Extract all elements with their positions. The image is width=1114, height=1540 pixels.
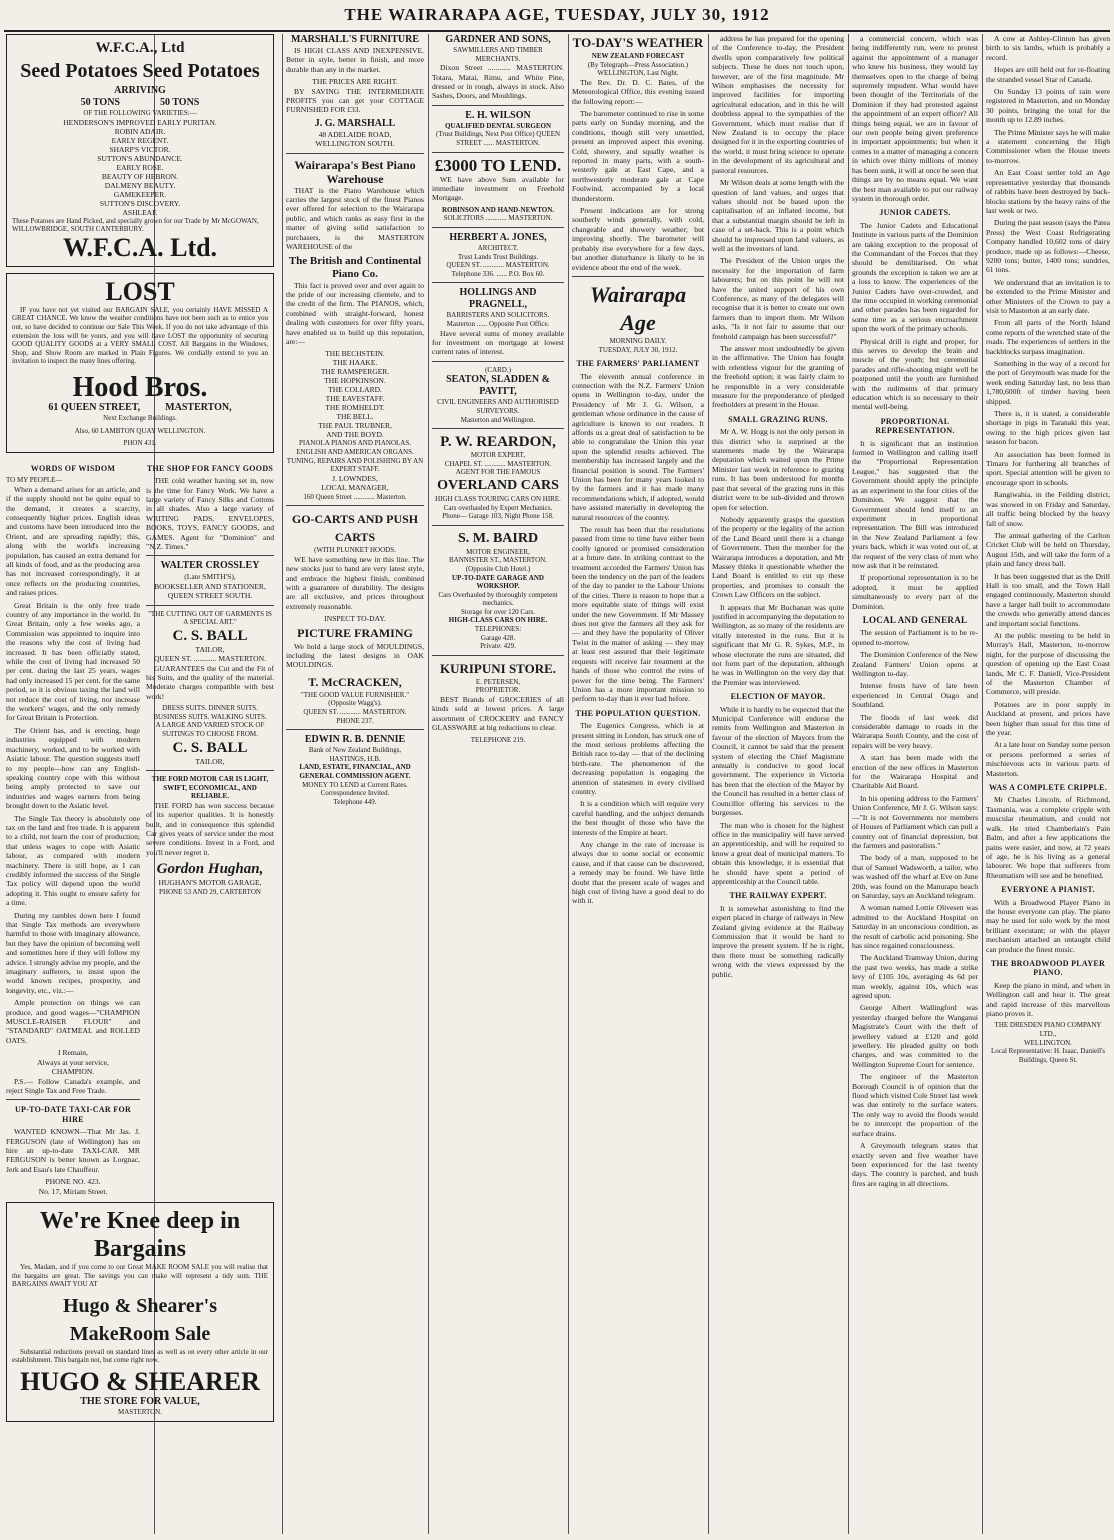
lend-head: £3000 TO LEND. <box>434 155 562 175</box>
knee-footer3: MASTERTON. <box>118 1407 162 1416</box>
grazing-para: It appears that Mr Buchanan was quite justified in accompanying the deputation to Wellington, as so many of the residents are vitally interested in the runs. But it is significant that Mr G. R. Sykes, M.P., in whose electorate the runs are situated, did not form part of the deputation, although he was in Wellington on the very day that the Premier was interviewed. <box>712 602 844 687</box>
baird-hire: HIGH-CLASS CARS ON HIRE. <box>448 616 548 625</box>
lost-title: LOST <box>105 276 175 306</box>
dresden-rep: Local Representative: H. Isaac, Daniell's Buildings, Queen St. <box>991 1047 1105 1064</box>
piano-brand: THE EAVESTAFF. <box>325 394 385 404</box>
election-para: While it is hardly to be expected that the Municipal Conference will endorse the remits from Wellington and Masterton in favour of the election of Mayors from the Council, it cannot be said that the present system of electing the Chief Magistrate annually is conducive to good local government. The experience in Victoria has been that the election of the Mayor by the Council has resulted in a better class of Councillor offering his services to the burgesses. <box>712 704 844 818</box>
divider <box>432 428 564 429</box>
wilson-addr: (Trust Buildings, Next Post Office) QUEEN STREET ...... MASTERTON. <box>435 130 561 147</box>
knee-title: We're Knee deep in Bargains <box>39 1207 241 1262</box>
local-para: The floods of last week did considerable damage to roads in the Wairarapa South County, and the cost of repairs will be very heavy. <box>852 712 978 750</box>
knee-deep-advert <box>6 1202 274 1422</box>
hollings-text: Have several sums of money available for investment on mortgage at lowest current rates of interest. <box>432 328 564 357</box>
masthead <box>0 0 1114 30</box>
divider <box>432 655 564 656</box>
marshall-prices: THE PRICES ARE RIGHT. <box>312 77 398 87</box>
words-sign: I Remain, <box>58 1048 88 1058</box>
news-para: We understand that an invitation is to be extended to the Prime Minister and other Ministers of the Crown to pay a visit to Masterton at an early date. <box>986 277 1110 315</box>
card: (CARD.) <box>485 365 511 374</box>
population-para: The Eugenics Congress, which is at present sitting in London, has struck one of the most serious problems affecting the British race to-day — that of the declining birth-rate. The phenomenon of the decreasing population is engaging the attention of statesmen in every civilised country. <box>572 721 704 796</box>
piano-co: The British and Continental Piano Co. <box>288 254 422 280</box>
forecast-by: (By Telegraph—Press Association.) <box>587 60 689 69</box>
variety: ASHLEAF. <box>122 207 158 217</box>
knee-sale: MakeRoom Sale <box>69 1322 211 1345</box>
ball-name-repeat: C. S. BALL <box>172 739 248 756</box>
petersen-role: PROPRIETOR. <box>475 686 521 695</box>
baird-storage: Storage for over 120 Cars. <box>460 607 536 616</box>
piano-brand: THE HOPKINSON. <box>324 376 386 386</box>
piano-brand: AND THE BOYD. <box>326 430 384 440</box>
piano-head: Wairarapa's Best Piano Warehouse <box>294 157 416 186</box>
wfca-advert <box>6 34 274 267</box>
piano-brand: THE BELL. <box>336 412 374 422</box>
ford-phone: PHONE 53 AND 29, CARTERTON <box>159 887 261 896</box>
jones-addr: Trust Lands Trust Buildings. <box>457 252 539 261</box>
piano-pianola: PIANOLA PIANOS AND PIANOLAS. <box>298 439 411 448</box>
prop-para: If proportional representation is to be adopted, it must be applied simultaneously to every part of the Dominion. <box>852 573 978 611</box>
baird-title: MOTOR ENGINEER, <box>466 547 530 556</box>
jones-tel: Telephone 336. ...... P.O. Box 60. <box>451 269 545 278</box>
grazing-para: Mr A. W. Hogg is not the only person in this district who is surprised at the statements made by the Wairarapa deputation which waited upon the Prime Minister last week in reference to grazing runs. It has been understood for months past that several of the grazing runs in this district were to be sub-divided and thrown open for selection. <box>712 427 844 512</box>
kuripuni-store: KURIPUNI STORE. <box>439 660 557 676</box>
piano-mgr2: LOCAL MANAGER, <box>321 483 389 493</box>
edwin-tel: Telephone 449. <box>333 797 377 806</box>
age-sub: MORNING DAILY. <box>609 336 667 345</box>
taxi-phone: PHONE NO. 423. <box>45 1177 101 1187</box>
col1-right-ads <box>146 459 274 1196</box>
ford-garage: HUGHAN'S MOTOR GARAGE, <box>158 878 262 888</box>
piano-brand: THE HAAKE. <box>332 358 378 368</box>
hollings-addr: Masterton ...... Opposite Post Office. <box>446 319 550 328</box>
jones-name: HERBERT A. JONES, <box>449 232 547 243</box>
petersen-phone: TELEPHONE 219. <box>470 735 526 744</box>
baird-garage-tel: Garage 428. <box>480 633 516 642</box>
fancy-text: THE cold weather having set in, now is the time for Fancy Work. We have a large variety of Fancy Silks and Cottons in all shades. Also a large variety of WRITING PADS, ENVELOPES, BOOKS, TOYS, FANCY GOODS, and GAMES. Agent for "Dominion" and "N.Z. Times." <box>146 476 274 551</box>
news-para: There is, it is stated, a considerable shortage in pigs in Taranaki this year, owing to the high prices given last season for bacon. <box>986 409 1110 447</box>
divider <box>572 276 704 277</box>
news-para: From all parts of the North Island come reports of the wretched state of the roads. The experiences of settlers in the backblocks surpass imagination. <box>986 318 1110 356</box>
words-head: WORDS OF WISDOM <box>30 463 116 473</box>
local-para: A Greymouth telegram states that exactly seven and five weather have been experienced for the last twenty days. The country is parched, and bush fires are raging in all directions. <box>852 1141 978 1188</box>
forecast-para: The Rev. Dr. D. C. Bates, of the Meteorological Office, this evening issued the following report:— <box>572 77 704 106</box>
gardner-head: GARDNER AND SONS, <box>445 34 551 45</box>
mccracken-slogan: "THE GOOD VALUE FURNISHER." <box>300 690 410 699</box>
divider <box>432 525 564 526</box>
piano-mgr: J. LOWNDES, <box>332 473 378 483</box>
words-para: When a demand arises for an article, and if the supply should not be quite equal to the demand, it creates a scarcity, consequently higher prices. English ideas and customs have been introduced into the Orient, and are spreading rapidly; this, along with the world's increasing population, has caused an extra demand for all kinds of food, and as the producing area has not increased correspondingly, it at once reflects on the producing countries, and raises prices. <box>6 484 140 598</box>
hood-phone: PHON 431. <box>123 439 157 448</box>
knee-hugo: Hugo & Shearer's <box>62 1294 218 1317</box>
wfca-arriving: ARRIVING <box>114 85 166 96</box>
column-1 <box>6 34 274 1534</box>
petersen-text: BEST Brands of GROCERIES of all kinds sold at lowest prices. A large assortment of CROCKERY and FANCY GLASSWARE at big reductions to clear. <box>432 695 564 733</box>
local-para: Intense frosts have of late been experienced in Central Otago and Southland. <box>852 681 978 710</box>
forecast-para: The barometer continued to rise in some parts early on Sunday morning, and the conditions, though still very unsettled, present an improved aspect this evening. Cold, showery, and squally weather is reported in many parts, with a south-westerly gale at East Cape, and a northwesterly moderate gale at Cape Foulwind, accompanied by a local thunderstorm. <box>572 109 704 203</box>
variety: SUTTON'S DISCOVERY. <box>99 198 181 208</box>
words-sub: TO MY PEOPLE— <box>6 476 63 485</box>
words-para: Great Britain is the only free trade country of any importance in the world. In Great Britain, only a few weeks ago, a Commission was appointed to inquire into the reasons why the cost of living had increased. It has been officially stated, while the cost of living had increased 50 per cent. during the last 25 years, wages had only increased 15 per cent. for the same period, so it is obvious taxing the land will not reduce the cost of living, nor increase the workers' wages, and the only remedy for Great Britain is Protection. <box>6 600 140 723</box>
pw-addr: CHAPEL ST. ............ MASTERTON. <box>444 459 552 468</box>
variety: DALMENY BEAUTY. <box>104 180 176 190</box>
news-para: It has been suggested that as the Drill Hall is too small, and the Town Hall engaged continuously, Masterton should have a larger hall built to accommodate the crowds who generally attend dances and important social functions. <box>986 571 1110 628</box>
local-para: In his opening address to the Farmers' Union Conference, Mr J. G. Wilson says:—"It is not Governments nor members of Houses of Parliament which can pull a country out of financial depression, but the farmers and pastoralists." <box>852 793 978 850</box>
mccracken-addr: QUEEN ST. ............ MASTERTON. <box>303 707 407 716</box>
col1-split <box>6 459 274 1196</box>
edwin-role: LAND, ESTATE, FINANCIAL, AND GENERAL COMMISSION AGENT. <box>299 763 411 780</box>
ball-text: GUARANTEES the Cut and the Fit of his Suits, and the quality of the material. Moderate charges compatible with best work! <box>146 663 274 701</box>
column-6 <box>852 34 978 1534</box>
article-para: a commercial concern, which was being indifferently run, were to protest against the appointment of a manager who knew his business, they would lay themselves open to the charge of being supremely impudent. What would have been thought of the Territorials of the Dominion if they had protested against the appointment of an expert officer? All things being equal, we are in favour of our own people being given preference in important appointments; but when it comes to a matter of managing a concern in which over thirty millions of money has been sunk, it will at once be seen that things are by no means equal. We want the best man available to put our railway system in thorough order. <box>852 34 978 203</box>
population-para: Any change in the rate of increase is always due to some social or economic cause, and if that cause can be discovered, a remedy may be found. We have little doubt that the present scale of wages and high cost of living have a good deal to do with it. <box>572 840 704 906</box>
wilson-title: QUALIFIED DENTAL SURGEON <box>444 121 552 130</box>
baird-garage: UP-TO-DATE GARAGE AND WORKSHOP. <box>452 573 544 591</box>
column-2 <box>286 34 424 1534</box>
pw-title: MOTOR EXPERT, <box>470 451 526 460</box>
marshall-text: IS HIGH CLASS AND INEXPENSIVE. Better in style, better in finish, and more durable than any in the market. <box>286 46 424 74</box>
overland-hire: HIGH CLASS TOURING CARS ON HIRE. <box>435 494 561 503</box>
dresden-town: WELLINGTON. <box>1024 1038 1072 1047</box>
lend-role: SOLICITORS ............ MASTERTON. <box>443 214 553 223</box>
parliament-head: THE FARMERS' PARLIAMENT <box>576 359 700 369</box>
local-para: A woman named Lottie Olivesen was admitted to the Auckland Hospital on Saturday in an unconscious condition, as the result of carbolic acid poisoning. She has since regained consciousness. <box>852 903 978 950</box>
variety: GAMEKEEPER. <box>113 189 167 199</box>
edwin-name: EDWIN R. B. DENNIE <box>304 734 406 746</box>
wfca-seed-potatoes: Seed Potatoes Seed Potatoes <box>20 60 260 82</box>
piano-brand: THE COLLARD. <box>328 385 382 395</box>
ball-stock: A LARGE AND VARIED STOCK OF SUITINGS TO CHOOSE FROM. <box>155 721 265 738</box>
cadets-para: The Junior Cadets and Educational Institute in various parts of the Dominion are taking exception to the proposal of the Commandant of the Forces that they should be demilitarised. On what grounds the exception is taken we are at a loss to know. The experiences of the Junior Cadets have over-crowded, and the time occupied in working ceremonial and other parades has been regarded for some time as a serious encroachment upon the work of the primary schools. <box>852 220 978 334</box>
local-head: LOCAL AND GENERAL <box>862 614 968 625</box>
age-title: Wairarapa Age <box>589 281 687 335</box>
column-3 <box>432 34 564 1534</box>
hood-bros-name: Hood Bros. <box>72 371 208 403</box>
piano-brand: THE PAUL TRUBNER, <box>318 421 392 431</box>
ford-head: THE FORD MOTOR CAR IS LIGHT, SWIFT, ECONOMICAL, AND RELIABLE. <box>151 775 269 801</box>
piano-brand: THE BECHSTEIN. <box>325 349 385 359</box>
knee-footer: HUGO & SHEARER <box>20 1366 260 1396</box>
baird-name: S. M. BAIRD <box>457 530 539 546</box>
variety: SHARP'S VICTOR. <box>109 144 171 154</box>
knee-text: Yes, Madam, and if you come to our Great MAKE ROOM SALE you will realise that the bargains are great. The savings you can make will represent a tidy sum. THE BARGAINS AWAIT YOU AT <box>12 1262 268 1289</box>
divider <box>432 227 564 228</box>
election-para: The man who is chosen for the highest office in the municipality will have served an apprenticeship, and will be required to know a great deal of municipal matters. To obtain this knowledge, it is essential that he should have spent a period of apprenticeship at the Council table. <box>712 820 844 886</box>
column-divider <box>848 34 849 1534</box>
words-sign: Always at your service, <box>37 1057 109 1067</box>
prop-head: PROPORTIONAL REPRESENTATION. <box>875 416 955 436</box>
baird-opp: (Opposite Club Hotel.) <box>465 564 531 573</box>
election-head: ELECTION OF MAYOR. <box>730 692 826 702</box>
railway-para: It is somewhat astonishing to find the expert placed in charge of railways in New Zealand giving evidence at the Railway Commission that it would be hard to improve the present system. If he is right, then there must be something radically wrong with the views expressed by the public. <box>712 903 844 979</box>
piano-text: THAT is the Piano Warehouse which carries the largest stock of the finest Pianos ever offered for selection to the Wairarapa public, and which ranks as easy first in the matter of giving solid satisfaction to purchasers, is the MASTERTON WAREHOUSE of the <box>286 185 424 252</box>
forecast-head: TO-DAY'S WEATHER <box>572 35 704 50</box>
column-divider <box>282 34 283 1534</box>
grazing-head: SMALL GRAZING RUNS. <box>728 414 828 424</box>
article-para: Mr Wilson deals at some length with the question of land values, and urges that values should not be based upon the capitalisation of an inflated income, but that a substantial margin should be left in case of a set-back. This is a point which should be impressed upon land valuers, as well as the investors of land. <box>712 178 844 253</box>
ball-suits: DRESS SUITS. DINNER SUITS. BUSINESS SUITS. WALKING SUITS. <box>153 704 267 721</box>
lend-firm: ROBINSON AND HAND-NEWTON. <box>441 205 555 214</box>
column-divider <box>708 34 709 1534</box>
lost-advert <box>6 273 274 453</box>
masthead-rule <box>4 30 1110 32</box>
words-para: The Single Tax theory is absolutely one tax on the land and free trade. It is apparent to a child, not learn the cost of production; that unless wages to cope with Asiatic labour, as compared with modern machinery. There is still hope, as I can credibly informed the success of the Single Tax policy will depend upon the world adopting it. This ought to ensure safety for a time. <box>6 813 140 908</box>
taxi-addr: No. 17, Miriam Street. <box>38 1186 108 1196</box>
news-para: At the public meeting to be held in Murray's Hall, Masterton, to-morrow night, for the purpose of discussing the question of opening up the East Coast lands, Mr C. F. Daniell, Vice-President of the Masterton Chamber of Commerce, will preside. <box>986 630 1110 697</box>
ball-cut: "THE CUTTING OUT OF GARMENTS IS A SPECIAL ART." <box>148 609 272 627</box>
divider <box>432 105 564 106</box>
pw-name: P. W. REARDON, <box>440 434 556 451</box>
petersen-name: E. PETERSEN, <box>475 677 521 686</box>
local-para: The Auckland Tramway Union, during the past two weeks, has made a strike levy of £105 10s, averaging 4s 6d per man weekly, against 10s, which was agreed upon. <box>852 953 978 1000</box>
forecast-place: WELLINGTON, Last Night. <box>597 69 679 78</box>
edwin-money: MONEY TO LEND at Current Rates. <box>302 780 408 789</box>
local-para: The session of Parliament is to be re-opened to-morrow. <box>852 628 978 647</box>
crossley-addr: QUEEN STREET SOUTH. <box>167 591 253 601</box>
ball-name: C. S. BALL <box>172 627 248 644</box>
piano-brand-list <box>286 349 424 439</box>
news-para: On Sunday 13 points of rain were registered in Masterton, and on Monday 30 points, bringing the total for the month up to 12.89 inches. <box>986 87 1110 125</box>
jones-title: ARCHITECT. <box>477 244 519 252</box>
wfca-variety-list <box>12 118 268 217</box>
hollings-name: HOLLINGS AND PRAGNELL, <box>459 287 537 311</box>
baird-tel: TELEPHONES: <box>474 625 522 634</box>
divider <box>286 153 424 154</box>
local-para: The engineer of the Masterton Borough Council is of opinion that the flood which visited Cole Street last week was due entirely to the surface waters. The only way to avoid the floods would be to intercept the proportion of the surface drains. <box>852 1072 978 1138</box>
mccracken-phone: PHONE 237. <box>336 716 374 725</box>
news-para: The annual gathering of the Carlton Cricket Club will be held on Thursday, August 15th, and will take the form of a plain and fancy dress ball. <box>986 530 1110 569</box>
seaton-title: CIVIL ENGINEERS AND AUTHORISED SURVEYORS. <box>437 398 559 415</box>
age-date: TUESDAY, JULY 30, 1912. <box>598 345 678 354</box>
divider <box>146 555 274 556</box>
grazing-para: Nobody apparently grasps the question of the property or the legality of the action of the Land Board until there is a change of Government. Then the member for the Wairarapa introduces a deputation, and Mr Massey thinks it questionable whether the Land Board is entitled to cut up these properties, and promises to consult the Crown Law Officers on the subject. <box>712 514 844 600</box>
lost-text: IF you have not yet visited our BARGAIN SALE, you certainly HAVE MISSED A GREAT CHANCE. We know the weather conditions have not been such as to entice you out, so have decided to continue our Sale This Week. If you do not take advantage of this extension the loss will be yours, and you will have LOST the opportunity of securing GOOD QUALITY GOODS at a VERY SMALL COST. All Bargains in the Windows, Shop, and Show Room are marked in Plain Figures. We cordially extend to you an invitation to inspect the many lines offering. <box>12 305 268 366</box>
variety: HENDERSON'S IMPROVED EARLY PURITAN. <box>63 117 217 127</box>
marshall-save: BY SAVING THE INTERMEDIATE PROFITS you can get your COTTAGE FURNISHED FOR £33. <box>286 86 424 115</box>
baird-addr: BANNISTER ST., MASTERTON. <box>449 556 547 565</box>
news-para: At a late hour on Sunday some person or persons performed a series of mischievous acts in various parts of Masterton. <box>986 740 1110 778</box>
complete-head: WAS A COMPLETE CRIPPLE. <box>988 783 1108 793</box>
news-para: Hopes are still held out for re-floating the stranded vessel Star of Canada. <box>986 65 1110 84</box>
news-para: During the past season (says the Patea Press) the West Coast Refrigerating Company handled 10,602 tons of dairy produce, made up as follows:—Cheese, 9200 tons; butter, 1400 tons; sundries, 61 tons. <box>986 218 1110 275</box>
wilson-name: E. H. WILSON <box>465 109 531 121</box>
news-para: Something in the way of a record for the port of Greymouth was made for the week ending Saturday last, no less than 1,780,600ft of timber having been shipped. <box>986 359 1110 406</box>
cadets-para: Physical drill is right and proper, for this serves to develop the brain and muscle of the youth; but ceremonial parades and rifle-shooting might well be postponed until the youth are furnished with the rudiments of that primary education which is so necessary to their mental well-being. <box>852 336 978 412</box>
picture-text: We hold a large stock of MOULDINGS, including the latest designs in OAK MOULDINGS. <box>286 641 424 670</box>
article-para: address he has prepared for the opening of the Conference to-day, the President dwells upon comparatively few political subjects. These he does not touch upon, however, are of the first magnitude. Mr Wilson emphasises the necessity for improved facilities for importing agricultural education, and in this he will doubtless appeal to the sympathies of the Government, which must realise that if New Zealand is to occupy the place designed for it in the exporting countries of the world, it must bring science to operate in the development of its agricultural and pastoral resources. <box>712 34 844 175</box>
forecast-sub: NEW ZEALAND FORECAST <box>591 52 685 60</box>
mccracken-opp: (Opposite Wagg's). <box>328 699 382 708</box>
seaton-name: SEATON, SLADDEN & PAVITT, <box>446 374 550 398</box>
overland-text: Cars overhauled by Expert Mechanics. <box>443 503 553 512</box>
wfca-footer: W.F.C.A. Ltd. <box>62 232 218 262</box>
divider <box>146 605 274 606</box>
gocart-sub: (WITH PLUNKET HOODS. <box>314 546 396 555</box>
mccracken-name: T. McCRACKEN, <box>308 674 402 689</box>
lend-text: WE have above Sum available for immediate investment on Freehold Mortgage. <box>432 174 564 203</box>
news-para: Rangiwahia, in the Feilding district, was snowed in on Friday and Saturday, all traffic being blocked by the heavy fall of snow. <box>986 490 1110 528</box>
hood-address: 61 QUEEN STREET, MASTERTON, <box>48 401 232 413</box>
piano-brand: THE ROMHELDT. <box>325 403 385 413</box>
jones-town: QUEEN ST. ............ MASTERTON. <box>446 261 550 270</box>
article-para: The answer most undoubtedly be given in the affirmative. The Union has fought with relentless vigour for the granting of the freehold option; it was fairly claim to be responsible in a very considerable measure for the preponderance of pledged freeholders at present in the House. <box>712 344 844 410</box>
gocart-inspect: INSPECT TO-DAY. <box>324 614 386 624</box>
taxi-head: UP-TO-DATE TAXI-CAR FOR HIRE <box>14 1105 132 1124</box>
marshall-town: WELLINGTON SOUTH. <box>315 139 395 149</box>
parliament-para: The result has been that the resolutions passed from time to time have either been coolly ignored or promised consideration at a future date. In striking contrast to the treatment accorded the Farmers' Union has been the tendency on the part of the leaders of the day to pander to the Labour Unions of the cities. There is reason to hope that a more equitable state of things will exist under the new Government. If Mr Massey does not give the farmers all they ask for — and they have the popularity of Oliver Twist in the matter of asking — they may at least rest assured that their legitimate requests will receive fair treatment at the hands of those who control the reins of power for the time being. The Farmers' Union has a more important mission to perform to-day than it ever had before. <box>572 525 704 704</box>
local-para: George Albert Wallingford was yesterday charged before the Wanganui Magistrate's Court with the theft of jewellery valued at £120 and gold jewellery. He pleaded guilty on both charges, and was committed to the Wellington Supreme Court for sentence. <box>852 1003 978 1069</box>
piano-brand: THE RAMSPERGER. <box>320 367 390 377</box>
dresden: THE DRESDEN PIANO COMPANY LTD., <box>994 1021 1102 1038</box>
column-divider <box>982 34 983 1534</box>
variety: ROBIN ADAIR. <box>114 126 166 136</box>
news-para: Potatoes are in poor supply in Auckland at present, and prices have been higher than usual for this time of the year. <box>986 699 1110 738</box>
edwin-bank: Bank of New Zealand Buildings, <box>308 746 402 755</box>
piano-addr: 160 Queen Street ............ Masterton. <box>303 492 407 501</box>
variety: EARLY ROSE. <box>116 162 164 172</box>
gardner-sub: SAWMILLERS AND TIMBER MERCHANTS. <box>453 46 543 63</box>
ball-tailor-repeat: TAILOR, <box>195 756 225 766</box>
forecast-para: Present indications are for strong southerly winds generally, with cold, changeable and showery weather; but improving shortly. The barometer will probably rise everywhere for a few days, but another disturbance is likely to be in evidence about the end of the week. <box>572 206 704 272</box>
divider <box>286 505 424 506</box>
variety: EARLY REGENT. <box>111 135 169 145</box>
news-para: A cow at Ashley-Clinton has given birth to six lambs, which is probably a record. <box>986 34 1110 62</box>
pianist-para: With a Broadwood Player Piano in the house everyone can play. The piano may be used for solo work by the most brilliant executant; or with the player mechanism attached an untaught child can produce the finest music. <box>986 897 1110 954</box>
gardner-text: Dixon Street ............ MASTERTON. Totara, Matai, Rimu, and White Pine, dressed or in rough, always in stock. Also Sashes, Doors, and Mouldings. <box>432 63 564 101</box>
news-para: The Prime Minister says he will make a statement concerning the High Commissioner when the House meets to-morrow. <box>986 127 1110 165</box>
ford-name: Gordon Hughan, <box>156 861 264 878</box>
wfca-title: W.F.C.A., Ltd <box>95 40 185 56</box>
divider <box>432 282 564 283</box>
piano-tuning: TUNING, REPAIRS AND POLISHING BY AN EXPERT STAFF. <box>286 456 424 474</box>
seaton-addr: Masterton and Wellington. <box>460 415 536 424</box>
broadwood-para: Keep the piano in mind, and when in Wellington call and hear it. The great and rapid increase of this marvellous piano proves it. <box>986 980 1110 1018</box>
edwin-corr: Correspondence Invited. <box>320 789 390 798</box>
overland-head: OVERLAND CARS <box>437 477 559 493</box>
words-of-wisdom <box>6 459 140 1196</box>
local-para: The body of a man, supposed to be that of Samuel Wadsworth, a tailor, who was washed off the wharf at Eve on June 20th, was found on the Manurapu beach on Saturday, says an Auckland telegram. <box>852 853 978 900</box>
piano-organs: ENGLISH AND AMERICAN ORGANS. <box>296 447 414 456</box>
column-divider <box>568 34 569 1534</box>
pianist-head: EVERYONE A PIANIST. <box>1001 885 1095 895</box>
words-ps: P.S.— Follow Canada's example, and reject Single Tax and Free Trade. <box>6 1076 140 1095</box>
overland-phone: Phone— Garage 103, Night Phone 158. <box>442 512 554 521</box>
words-para: During my rambles down here I found that Single Tax methods are everywhere harmful to those with imaginary allowance, but they have the opinion of becoming well and sometimes here if they will follow my advice. I strongly advise my people, and the imaginary sufferers, to insist upon the world known recipes, prosperity, and longevity, etc., viz.:— <box>6 910 140 995</box>
cadets-head: JUNIOR CADETS. <box>879 208 951 218</box>
gocart-head: GO-CARTS AND PUSH CARTS <box>291 512 419 545</box>
column-7 <box>986 34 1110 1534</box>
gocart-text: WE have something new in this line. The new stocks just to hand are very latest style, and embrace the highest finish, combined with a guarantee of durability. The designs are all exclusive, and prices throughout extremely reasonable. <box>286 554 424 611</box>
broadwood-head: THE BROADWOOD PLAYER PIANO. <box>990 958 1106 978</box>
ball-tailor: TAILOR, <box>195 644 225 654</box>
parliament-para: The eleventh annual conference in connection with the N.Z. Farmers' Union opens in Wellington to-day, under the Presidency of Mr J. G. Wilson, a gentleman whose ordinance in the cause of agriculture is known to our readers. It affords us a great deal of satisfaction to be able to congratulate the Union this year upon the splendid results achieved. The membership has increased largely and the financial position is sound. The Farmers' Union has been for many years looked to by the farmers and it has made many recommendations which, if adopted, would have assisted materially in developing the natural resources of the country. <box>572 371 704 522</box>
railway-head: THE RAILWAY EXPERT. <box>729 891 827 901</box>
piano-text2: This fact is proved over and over again to the pride of our increasing clientele, and to the credit of the firm. The PIANOS, which, combined with straight-forward, honest dealing with customers for over fifty years, have enabled us to build up this reputation, are:— <box>286 280 424 346</box>
words-sign: CHAMPION. <box>51 1067 95 1077</box>
divider <box>432 152 564 153</box>
population-head: THE POPULATION QUESTION. <box>575 708 701 718</box>
prop-para: It is significant that an institution formed in Wellington and calling itself the "Proportional Representation League," has suggested that the Government should apply the principle as an experiment to the four cities of the Dominion. We suggest that the Government should lend itself to an experiment in proportional representation. The Bill was introduced in the New Zealand Parliament a few years back, which it was voted out of, at the request of the very class of men who now ask that it be reinstated. <box>852 438 978 570</box>
divider <box>6 1099 140 1100</box>
taxi-text: WANTED KNOWN—That Mr Jas. J. FERGUSON (late of Wellington) has on hire an up-to-date TAXI-CAR. MR FERGUSON is better known as Lorgnac, Jerk and Esau's late Chauffeur. <box>6 1127 140 1174</box>
marshall-addr: 48 ADELAIDE ROAD, <box>318 129 392 139</box>
column-5 <box>712 34 844 1534</box>
news-para: An East Coast settler told an Age representative yesterday that thousands of rabbits have been destroyed by back-blocks stations by the heavy rains of the last week or two. <box>986 168 1110 215</box>
ball-addr: QUEEN ST. ............ MASTERTON. <box>153 654 267 664</box>
population-para: It is a condition which will require very careful handling, and the subject demands the best thought of those who have the interests of the Empire at heart. <box>572 799 704 837</box>
article-para: The President of the Union urges the necessity for the importation of farm labourers; but on this point he will not have the united support of his own Conference, as many of the delegates will recognise that it is better to create our own farmers than to import them. Mr Wilson asks, "Is it not fair to assume that our freehold campaign has been successful?" <box>712 256 844 341</box>
pw-agent: AGENT FOR THE FAMOUS <box>455 468 541 477</box>
ford-text: THE FORD has won success because of its superior qualities. It is honestly built, and in consequence this splendid Car gives years of service under the most severe conditions. Invest in a Ford, and you'll never regret it. <box>146 800 274 857</box>
fancy-head: THE SHOP FOR FANCY GOODS <box>146 463 274 473</box>
baird-private: Private: 429. <box>480 642 516 651</box>
wfca-note: These Potatoes are Hand Picked, and specially grown for our Trade by Mr McGOWAN, WILLOWBRIDGE, SOUTH CANTERBURY. <box>12 216 259 234</box>
divider <box>286 729 424 730</box>
knee-footer2: THE STORE FOR VALUE, <box>80 1395 200 1407</box>
crossley-name: WALTER CROSSLEY <box>160 560 260 572</box>
divider <box>432 361 564 362</box>
column-4 <box>572 34 704 1534</box>
crossley-trade: BOOKSELLER AND STATIONER, <box>154 581 266 591</box>
variety: BEAUTY OF HEBRON. <box>101 171 179 181</box>
hood-next: Next Exchange Buildings. <box>103 413 177 422</box>
hood-also: Also, 60 LAMBTON QUAY WELLINGTON. <box>74 426 206 435</box>
divider <box>146 770 274 771</box>
picture-head: PICTURE FRAMING <box>297 625 413 640</box>
wfca-tons: 50 TONS 50 TONS <box>80 97 200 108</box>
local-para: The Dominion Conference of the New Zealand Farmers' Union opens at Wellington to-day. <box>852 650 978 678</box>
baird-text: Cars Overhauled by thoroughly competent mechanics. <box>438 590 558 608</box>
crossley-late: (Late SMITH'S), <box>184 572 236 582</box>
local-para: A start has been made with the erection of the new offices in Masterton for the Wairarapa Hospital and Charitable Aid Board. <box>852 753 978 791</box>
news-para: An association has been formed in Timaru for furthering all branches of sport. Special attention will be given to encourage sport in schools. <box>986 449 1110 487</box>
edwin-town: HASTINGS, H.B. <box>329 754 381 763</box>
knee-sub: Substantial reductions prevail on standard lines as well as on every other article in our establishment. This bargain not, but come right now. <box>12 1347 268 1365</box>
marshall-head: MARSHALL'S FURNITURE <box>290 34 420 45</box>
wfca-varieties-head: OF THE FOLLOWING VARIETIES:— <box>83 109 197 117</box>
masthead-title: THE WAIRARAPA AGE, TUESDAY, JULY 30, 1912 <box>344 5 770 24</box>
marshall-name: J. G. MARSHALL <box>314 117 396 129</box>
complete-para: Mr Charles Lincoln, of Richmond, Tasmania, was a complete cripple with muscular rheumatism, and could not walk. He tried Chamberlain's Pain Balm, and after a few applications the pains were easier, and now, at 72 years of age, he is his living as a general labourer. We hope that sufferers from Rheumatism will see and be benefited. <box>986 795 1110 880</box>
column-divider <box>428 34 429 1534</box>
words-para: The Orient has, and is erecting, huge industries equipped with modern machinery, worked, and to be worked with Asiatic labour. The question suggests itself to my people—how can any English-speaking country cope with this without being amply protected to save our industries and wages earners from being brought down to the Asiatic level. <box>6 725 140 811</box>
variety: SUTTON'S ABUNDANCE. <box>97 153 183 163</box>
hollings-title: BARRISTERS AND SOLICITORS. <box>446 311 550 320</box>
words-para: Ample protection on things we can produce, and good wages—"CHAMPION MUSCLE-RAISER FLOUR" and "STANDARD" OATMEAL and ROLLED OATS. <box>6 998 140 1045</box>
